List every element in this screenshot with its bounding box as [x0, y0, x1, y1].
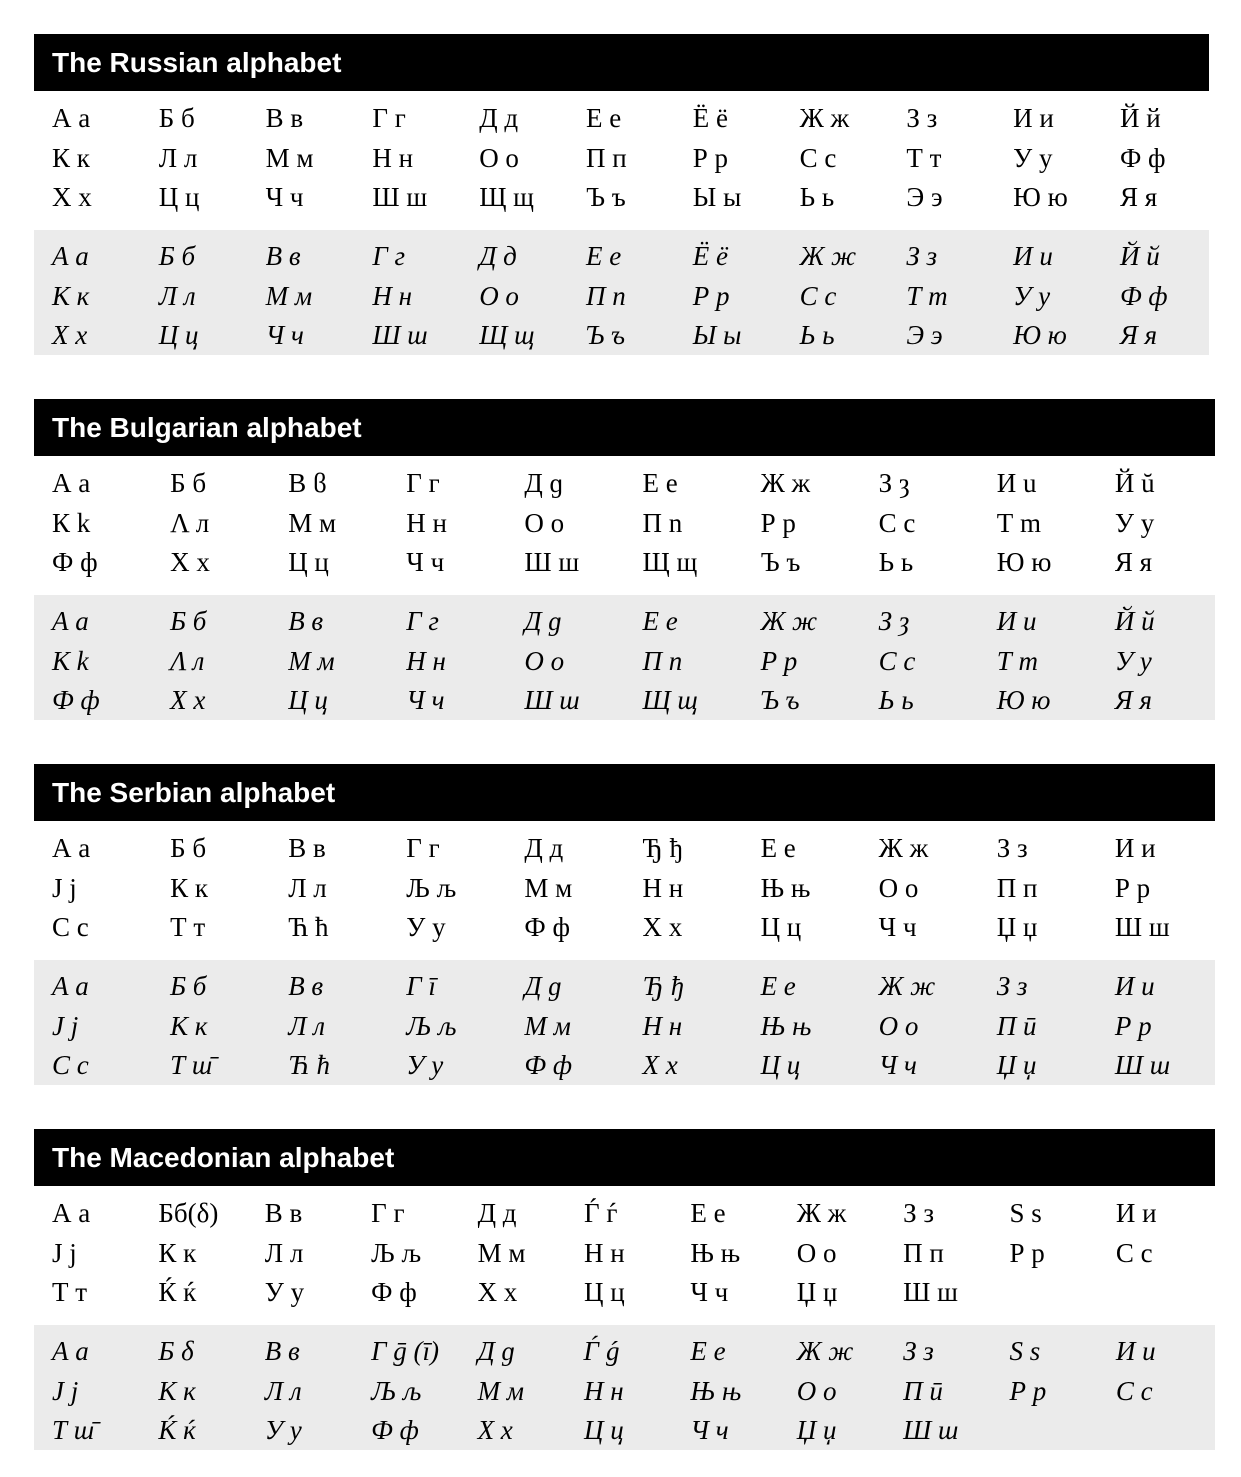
- upright-letters: [34, 1186, 1215, 1311]
- letter-pair: Э э: [906, 320, 943, 351]
- letter-pair: Р р: [1114, 872, 1151, 903]
- letter-pair: Ћ ћ: [288, 912, 329, 943]
- letter-pair: К к: [52, 142, 90, 173]
- letter-pair: Ш ш: [372, 182, 428, 213]
- letter-pair: З з: [906, 241, 938, 272]
- letter-row: [34, 1234, 1215, 1274]
- letter-pair: Л л: [264, 1375, 302, 1406]
- letter-row: [34, 99, 1209, 139]
- letter-pair: Ц ц: [158, 320, 199, 351]
- letter-pair: Е е: [760, 833, 796, 864]
- letter-row: [34, 681, 1215, 721]
- letter-row: [34, 1411, 1215, 1451]
- letter-pair: Я я: [1119, 182, 1158, 213]
- letter-pair: Ф ф: [1119, 280, 1168, 311]
- letter-row: [34, 1273, 1215, 1313]
- letter-pair: Е е: [585, 241, 622, 272]
- letter-pair: Ю ю: [1013, 320, 1067, 351]
- letter-pair: В в: [265, 103, 304, 134]
- letter-pair: Н н: [642, 872, 684, 903]
- letter-pair: К к: [158, 1375, 196, 1406]
- letter-pair: Р р: [692, 142, 729, 173]
- letter-pair: Б б: [170, 606, 207, 637]
- letter-pair: О о: [878, 872, 919, 903]
- letter-pair: Н н: [372, 280, 413, 311]
- letter-pair: К k: [52, 507, 91, 538]
- letter-pair: М м: [265, 280, 313, 311]
- italic-letters: [34, 960, 1215, 1085]
- letter-pair: Ц ц: [760, 912, 802, 943]
- letter-pair: Ј ј: [52, 1010, 79, 1041]
- letter-pair: Я я: [1119, 320, 1158, 351]
- letter-pair: О о: [796, 1375, 837, 1406]
- letter-pair: Ш ш: [372, 320, 428, 351]
- letter-pair: Ч ч: [690, 1415, 729, 1446]
- letter-pair: В в: [288, 833, 326, 864]
- letter-pair: О о: [524, 645, 565, 676]
- letter-pair: Й ŭ: [1114, 468, 1155, 499]
- letter-pair: Х х: [477, 1277, 518, 1308]
- letter-pair: Б б: [158, 241, 196, 272]
- letter-pair: Ц ц: [583, 1415, 624, 1446]
- letter-row: [34, 237, 1209, 277]
- letter-pair: Р р: [692, 280, 730, 311]
- letter-pair: Ь ь: [799, 320, 835, 351]
- letter-pair: Р р: [760, 507, 796, 538]
- letter-pair: Λ л: [170, 645, 205, 676]
- letter-pair: Д д: [479, 103, 519, 134]
- letter-pair: Г ī: [406, 971, 436, 1002]
- letter-pair: В в: [264, 1336, 300, 1367]
- letter-pair: А а: [52, 833, 91, 864]
- letter-pair: О о: [878, 1010, 919, 1041]
- letter-row: [34, 1007, 1215, 1047]
- letter-pair: И u: [996, 468, 1037, 499]
- letter-pair: Щ щ: [479, 320, 535, 351]
- letter-pair: Л л: [158, 142, 198, 173]
- letter-pair: Г г: [406, 833, 440, 864]
- letter-pair: Л л: [288, 1010, 325, 1041]
- letter-pair: Ц ц: [288, 685, 328, 716]
- letter-row: [34, 277, 1209, 317]
- letter-pair: К к: [170, 872, 208, 903]
- letter-pair: С с: [1115, 1375, 1153, 1406]
- letter-pair: Д д: [479, 241, 517, 272]
- letter-pair: Λ л: [170, 507, 210, 538]
- letter-pair: М м: [265, 142, 314, 173]
- letter-pair: Ѓ ǵ: [583, 1336, 620, 1367]
- letter-pair: Й й: [1119, 103, 1161, 134]
- letter-pair: А а: [52, 241, 89, 272]
- letter-pair: Ф ф: [1119, 142, 1166, 173]
- serbian-alphabet-section: [34, 764, 1215, 1085]
- letter-pair: Ш ш: [524, 685, 580, 716]
- letter-pair: У у: [406, 912, 446, 943]
- letter-pair: Ц ц: [583, 1277, 625, 1308]
- letter-pair: Д д: [524, 833, 564, 864]
- letter-pair: М м: [288, 645, 335, 676]
- letter-pair: Ћ ћ: [288, 1050, 331, 1081]
- letter-row: [34, 316, 1209, 356]
- letter-pair: О о: [479, 280, 519, 311]
- letter-pair: К к: [158, 1237, 197, 1268]
- letter-pair: Е е: [760, 971, 796, 1002]
- letter-pair: Д д: [477, 1198, 517, 1229]
- letter-pair: Ю ю: [996, 685, 1051, 716]
- letter-pair: Ж ж: [760, 468, 811, 499]
- letter-pair: Э э: [906, 182, 943, 213]
- letter-pair: Ь ь: [878, 547, 914, 578]
- letter-pair: П п: [585, 142, 627, 173]
- letter-pair: Ш ш: [1114, 1050, 1171, 1081]
- letter-row: [34, 543, 1215, 583]
- letter-pair: Т m: [996, 507, 1041, 538]
- letter-row: [34, 1046, 1215, 1086]
- letter-pair: Ф ф: [52, 685, 100, 716]
- letter-pair: Ш ш: [1114, 912, 1170, 943]
- letter-pair: З з: [903, 1198, 935, 1229]
- letter-pair: Б б: [170, 971, 207, 1002]
- letter-pair: Ќ ќ: [158, 1415, 196, 1446]
- letter-pair: О о: [796, 1237, 837, 1268]
- letter-pair: Н н: [642, 1010, 683, 1041]
- letter-pair: М м: [477, 1375, 525, 1406]
- letter-pair: В ϐ: [288, 468, 327, 499]
- letter-pair: Е е: [690, 1198, 726, 1229]
- letter-pair: Ъ ъ: [760, 685, 800, 716]
- letter-row: [34, 869, 1215, 909]
- letter-pair: Ј ј: [52, 872, 77, 903]
- letter-pair: Л л: [264, 1237, 304, 1268]
- letter-pair: Н н: [583, 1375, 624, 1406]
- letter-pair: Г г: [406, 468, 440, 499]
- letter-pair: З з: [996, 971, 1028, 1002]
- letter-pair: Т т: [52, 1277, 88, 1308]
- letter-pair: С с: [799, 280, 837, 311]
- letter-pair: Т т: [906, 142, 942, 173]
- letter-pair: Ц ц: [760, 1050, 801, 1081]
- bulgarian-alphabet-section: [34, 399, 1215, 720]
- letter-pair: Т т: [906, 280, 948, 311]
- letter-pair: Х х: [170, 685, 206, 716]
- letter-pair: Ч ч: [690, 1277, 729, 1308]
- letter-pair: И и: [1114, 833, 1156, 864]
- letter-pair: Х х: [52, 182, 92, 213]
- letter-pair: Ф ф: [371, 1415, 419, 1446]
- letter-pair: Е е: [642, 606, 678, 637]
- letter-pair: У у: [1114, 645, 1152, 676]
- letter-pair: П п: [903, 1237, 944, 1268]
- letter-row: [34, 504, 1215, 544]
- letter-pair: Л л: [288, 872, 327, 903]
- letter-pair: Н н: [372, 142, 414, 173]
- letter-pair: Ѕ ѕ: [1009, 1336, 1041, 1367]
- letter-pair: И и: [1013, 241, 1053, 272]
- letter-pair: Д ɡ: [524, 606, 562, 637]
- italic-letters: [34, 595, 1215, 720]
- letter-pair: Т т: [996, 645, 1039, 676]
- upright-letters: [34, 91, 1209, 216]
- letter-pair: Ц ц: [158, 182, 200, 213]
- italic-letters: [34, 1325, 1215, 1450]
- letter-pair: Х х: [170, 547, 210, 578]
- letter-pair: Ф ф: [524, 912, 570, 943]
- letter-pair: Љ љ: [371, 1237, 422, 1268]
- letter-pair: Љ љ: [371, 1375, 422, 1406]
- letter-pair: Љ љ: [406, 1010, 457, 1041]
- letter-pair: П п: [642, 645, 683, 676]
- letter-pair: У у: [264, 1415, 302, 1446]
- letter-pair: П ū: [903, 1375, 943, 1406]
- letter-pair: Џ џ: [796, 1415, 837, 1446]
- italic-letters: [34, 230, 1209, 355]
- letter-pair: М м: [288, 507, 337, 538]
- letter-pair: Ж ж: [796, 1336, 854, 1367]
- upright-letters: [34, 821, 1215, 946]
- letter-pair: Ж ж: [799, 103, 850, 134]
- letter-pair: Т ш̄: [52, 1415, 95, 1446]
- letter-pair: О о: [479, 142, 519, 173]
- letter-pair: Е е: [642, 468, 678, 499]
- letter-pair: Ј ј: [52, 1237, 77, 1268]
- letter-pair: Д ɡ: [524, 468, 564, 499]
- letter-pair: Ф ф: [371, 1277, 417, 1308]
- letter-pair: А а: [52, 468, 91, 499]
- letter-pair: С с: [52, 912, 89, 943]
- letter-pair: К к: [52, 280, 90, 311]
- letter-pair: Д ɡ: [524, 971, 562, 1002]
- letter-pair: У у: [264, 1277, 305, 1308]
- letter-pair: Ф ф: [52, 547, 98, 578]
- letter-pair: Н н: [406, 645, 446, 676]
- letter-pair: В в: [264, 1198, 303, 1229]
- letter-pair: Ж ж: [799, 241, 857, 272]
- letter-pair: Ќ ќ: [158, 1277, 197, 1308]
- letter-pair: А а: [52, 1198, 91, 1229]
- letter-pair: Б б: [170, 833, 207, 864]
- letter-pair: П п: [585, 280, 626, 311]
- letter-row: [34, 602, 1215, 642]
- letter-pair: Ъ ъ: [760, 547, 801, 578]
- letter-pair: Ы ы: [692, 320, 742, 351]
- letter-pair: С с: [799, 142, 837, 173]
- section-title: The Macedonian alphabet: [34, 1129, 1215, 1186]
- letter-pair: И и: [1114, 971, 1155, 1002]
- letter-pair: Х х: [642, 912, 683, 943]
- letter-pair: И и: [1115, 1198, 1157, 1229]
- letter-pair: Г г: [372, 241, 406, 272]
- letter-row: [34, 1194, 1215, 1234]
- letter-pair: З ȝ: [878, 606, 910, 637]
- letter-pair: Ш ш: [903, 1277, 958, 1308]
- letter-pair: Г г: [371, 1198, 405, 1229]
- letter-pair: Ё ё: [692, 241, 729, 272]
- letter-pair: Х х: [52, 320, 88, 351]
- letter-pair: Њ њ: [760, 872, 811, 903]
- letter-row: [34, 967, 1215, 1007]
- letter-pair: И и: [996, 606, 1037, 637]
- letter-pair: О о: [524, 507, 565, 538]
- letter-pair: У у: [1013, 142, 1053, 173]
- letter-pair: Њ њ: [760, 1010, 812, 1041]
- letter-pair: Г г: [406, 606, 439, 637]
- letter-pair: В в: [265, 241, 301, 272]
- letter-pair: Я я: [1114, 547, 1153, 578]
- letter-pair: М м: [524, 872, 573, 903]
- letter-pair: С с: [52, 1050, 89, 1081]
- letter-pair: Й й: [1119, 241, 1160, 272]
- letter-pair: З з: [906, 103, 938, 134]
- macedonian-alphabet-section: [34, 1129, 1215, 1450]
- letter-pair: В в: [288, 606, 324, 637]
- russian-alphabet-section: [34, 34, 1209, 355]
- letter-row: [34, 1332, 1215, 1372]
- letter-pair: П п: [996, 872, 1038, 903]
- letter-pair: С с: [1115, 1237, 1153, 1268]
- section-title: The Russian alphabet: [34, 34, 1209, 91]
- letter-pair: И и: [1115, 1336, 1156, 1367]
- letter-row: [34, 464, 1215, 504]
- letter-pair: З ȝ: [878, 468, 910, 499]
- letter-pair: Ѕ ѕ: [1009, 1198, 1042, 1229]
- letter-row: [34, 1372, 1215, 1412]
- letter-pair: Ь ь: [799, 182, 835, 213]
- letter-pair: Р р: [760, 645, 798, 676]
- letter-pair: Ъ ъ: [585, 320, 625, 351]
- letter-pair: У у: [1013, 280, 1051, 311]
- letter-pair: А а: [52, 103, 91, 134]
- letter-pair: Ь ь: [878, 685, 914, 716]
- letter-pair: Њ њ: [690, 1375, 742, 1406]
- letter-pair: Њ њ: [690, 1237, 741, 1268]
- letter-pair: А а: [52, 606, 89, 637]
- letter-pair: Ц ц: [288, 547, 329, 578]
- letter-pair: Р р: [1114, 1010, 1152, 1041]
- letter-pair: З з: [903, 1336, 934, 1367]
- upright-letters: [34, 456, 1215, 581]
- letter-pair: Ю ю: [1013, 182, 1068, 213]
- letter-pair: Н н: [583, 1237, 625, 1268]
- letter-pair: Щ щ: [642, 547, 698, 578]
- letter-pair: Е е: [690, 1336, 726, 1367]
- letter-pair: Ж ж: [878, 971, 936, 1002]
- letter-pair: Ж ж: [796, 1198, 847, 1229]
- letter-pair: К к: [170, 1010, 208, 1041]
- letter-pair: Ъ ъ: [585, 182, 626, 213]
- letter-pair: К k: [52, 645, 89, 676]
- letter-pair: Ђ ђ: [642, 833, 683, 864]
- letter-pair: Ё ё: [692, 103, 729, 134]
- letter-pair: Ю ю: [996, 547, 1052, 578]
- letter-pair: Ч ч: [265, 320, 304, 351]
- letter-pair: Т ш̄: [170, 1050, 213, 1081]
- letter-pair: С с: [878, 645, 916, 676]
- letter-row: [34, 829, 1215, 869]
- letter-pair: Г ḡ (ī): [371, 1336, 440, 1367]
- letter-pair: У у: [1114, 507, 1155, 538]
- letter-row: [34, 908, 1215, 948]
- letter-pair: Р р: [1009, 1237, 1045, 1268]
- letter-pair: Џ џ: [996, 912, 1038, 943]
- letter-pair: Џ џ: [996, 1050, 1037, 1081]
- letter-pair: Щ щ: [479, 182, 534, 213]
- letter-pair: Ч ч: [406, 547, 445, 578]
- letter-pair: Й й: [1114, 606, 1155, 637]
- letter-pair: Т т: [170, 912, 206, 943]
- letter-pair: Ж ж: [878, 833, 929, 864]
- letter-row: [34, 139, 1209, 179]
- letter-pair: Х х: [642, 1050, 678, 1081]
- section-title: The Serbian alphabet: [34, 764, 1215, 821]
- letter-pair: Б δ: [158, 1336, 194, 1367]
- letter-pair: Е е: [585, 103, 622, 134]
- letter-pair: М м: [524, 1010, 571, 1041]
- letter-pair: Я я: [1114, 685, 1152, 716]
- letter-pair: Ч ч: [878, 912, 917, 943]
- section-title: The Bulgarian alphabet: [34, 399, 1215, 456]
- letter-row: [34, 642, 1215, 682]
- letter-pair: И и: [1013, 103, 1054, 134]
- letter-pair: В в: [288, 971, 324, 1002]
- letter-pair: Щ щ: [642, 685, 698, 716]
- letter-row: [34, 178, 1209, 218]
- letter-pair: Р р: [1009, 1375, 1047, 1406]
- letter-pair: П n: [642, 507, 683, 538]
- letter-pair: Н н: [406, 507, 447, 538]
- letter-pair: Ч ч: [878, 1050, 917, 1081]
- letter-pair: Џ џ: [796, 1277, 838, 1308]
- letter-pair: Ы ы: [692, 182, 742, 213]
- letter-pair: З з: [996, 833, 1028, 864]
- letter-pair: Љ љ: [406, 872, 457, 903]
- letter-pair: Ж ж: [760, 606, 818, 637]
- letter-pair: М м: [477, 1237, 526, 1268]
- letter-pair: Ч ч: [406, 685, 445, 716]
- letter-pair: Ђ ђ: [642, 971, 684, 1002]
- letter-pair: Б б: [158, 103, 195, 134]
- letter-pair: Г г: [372, 103, 406, 134]
- letter-pair: А а: [52, 1336, 89, 1367]
- letter-pair: Ѓ ѓ: [583, 1198, 618, 1229]
- letter-pair: Бб(δ): [158, 1198, 219, 1229]
- letter-pair: Х х: [477, 1415, 513, 1446]
- letter-pair: П ū: [996, 1010, 1037, 1041]
- letter-pair: Ч ч: [265, 182, 304, 213]
- letter-pair: А а: [52, 971, 89, 1002]
- letter-pair: Ф ф: [524, 1050, 573, 1081]
- letter-pair: Ј ј: [52, 1375, 79, 1406]
- letter-pair: Ш ш: [903, 1415, 959, 1446]
- letter-pair: Ш ш: [524, 547, 580, 578]
- letter-pair: С с: [878, 507, 916, 538]
- letter-pair: Л л: [158, 280, 196, 311]
- letter-pair: Д ɡ: [477, 1336, 515, 1367]
- letter-pair: У у: [406, 1050, 444, 1081]
- letter-pair: Б б: [170, 468, 207, 499]
